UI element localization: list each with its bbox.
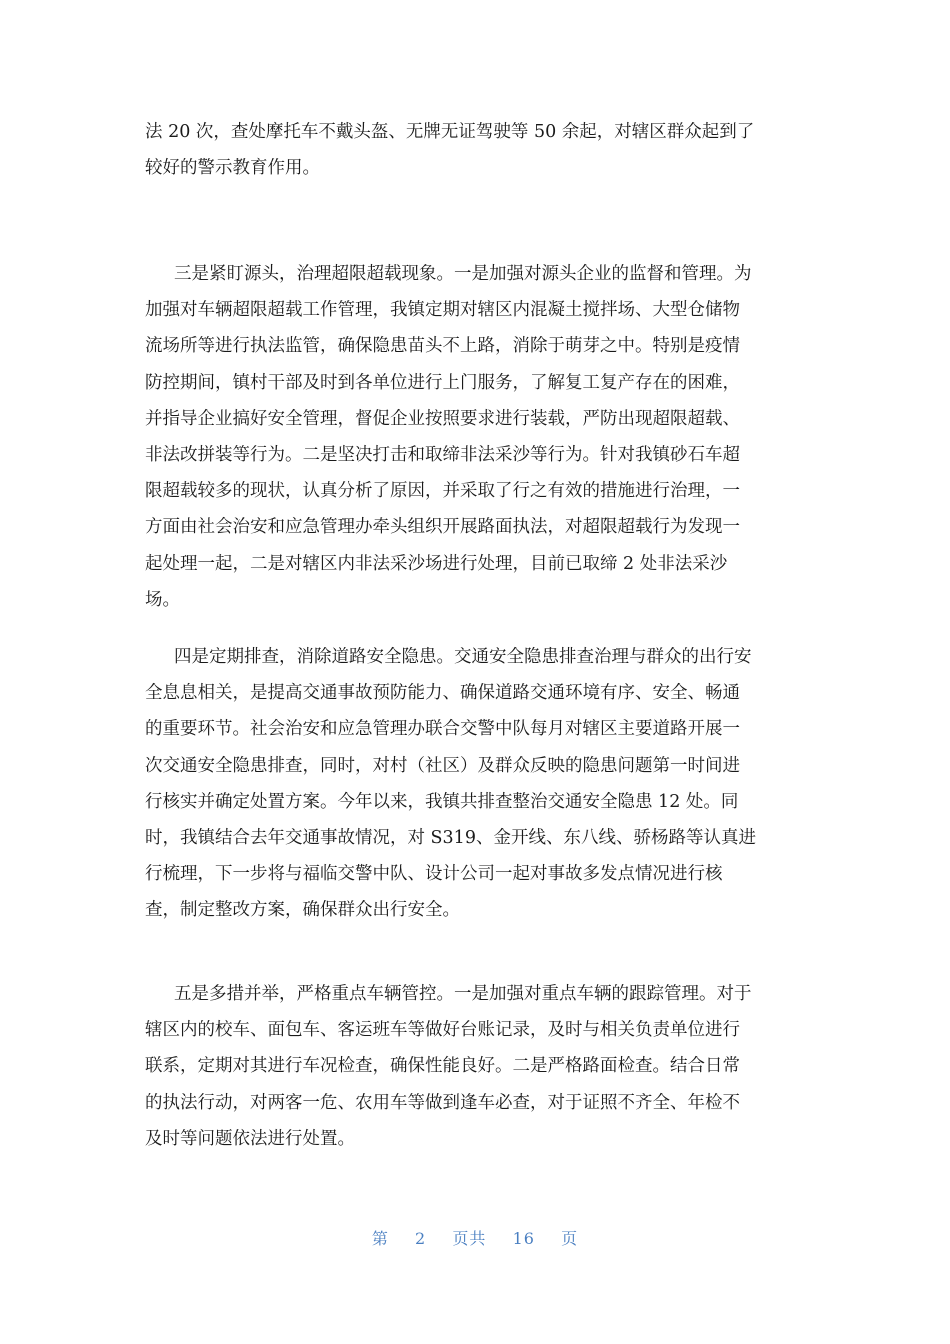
text-line: 防控期间，镇村干部及时到各单位进行上门服务，了解复工复产存在的困难，: [145, 372, 740, 393]
text-line: 行梳理，下一步将与福临交警中队、设计公司一起对事故多发点情况进行核: [145, 864, 723, 885]
text-line: 辖区内的校车、面包车、客运班车等做好台账记录，及时与相关负责单位进行: [145, 1020, 740, 1041]
text-line: 三是紧盯源头，治理超限超载现象。一是加强对源头企业的监督和管理。为: [174, 264, 752, 284]
text-line: 流场所等进行执法监管，确保隐患苗头不上路，消除于萌芽之中。特别是疫情: [145, 336, 740, 357]
text-line: 非法改拼装等行为。二是坚决打击和取缔非法采沙等行为。针对我镇砂石车超: [145, 445, 740, 465]
text-line: 时，我镇结合去年交通事故情况，对 S319、金开线、东八线、骄杨路等认真进: [145, 828, 756, 848]
text-line: 的执法行动，对两客一危、农用车等做到逢车必查，对于证照不齐全、年检不: [145, 1092, 740, 1113]
text-line: 及时等问题依法进行处置。: [145, 1128, 355, 1149]
text-line: 场。: [145, 589, 180, 610]
text-line: 联系，定期对其进行车况检查，确保性能良好。二是严格路面检查。结合日常: [145, 1056, 740, 1077]
footer-prefix: 第: [371, 1229, 389, 1248]
text-line: 加强对车辆超限超载工作管理，我镇定期对辖区内混凝土搅拌场、大型仓储物: [145, 300, 740, 321]
current-page-number: 2: [415, 1229, 427, 1248]
total-pages-number: 16: [512, 1229, 535, 1248]
text-line: 并指导企业搞好安全管理，督促企业按照要求进行装载，严防出现超限超载、: [145, 408, 740, 429]
text-line: 较好的警示教育作用。: [145, 158, 320, 179]
text-line: 行核实并确定处置方案。今年以来，我镇共排查整治交通安全隐患 12 处。同: [145, 791, 739, 812]
text-line: 全息息相关，是提高交通事故预防能力、确保道路交通环境有序、安全、畅通: [145, 683, 740, 704]
text-line: 次交通安全隐患排查，同时，对村（社区）及群众反映的隐患问题第一时间进: [145, 755, 740, 776]
text-line: 方面由社会治安和应急管理办牵头组织开展路面执法，对超限超载行为发现一: [145, 517, 740, 538]
text-line: 四是定期排查，消除道路安全隐患。交通安全隐患排查治理与群众的出行安: [174, 647, 752, 667]
footer-suffix: 页: [561, 1229, 579, 1248]
text-line: 限超载较多的现状，认真分析了原因，并采取了行之有效的措施进行治理，一: [145, 481, 740, 502]
text-line: 法 20 次，查处摩托车不戴头盔、无牌无证驾驶等 50 余起，对辖区群众起到了: [145, 122, 755, 142]
text-line: 的重要环节。社会治安和应急管理办联合交警中队每月对辖区主要道路开展一: [145, 719, 740, 740]
text-line: 五是多措并举，严格重点车辆管控。一是加强对重点车辆的跟踪管理。对于: [174, 984, 752, 1004]
text-line: 起处理一起，二是对辖区内非法采沙场进行处理，目前已取缔 2 处非法采沙: [145, 553, 728, 574]
footer-middle: 页共: [452, 1229, 487, 1248]
text-line: 查，制定整改方案，确保群众出行安全。: [145, 900, 460, 921]
page-footer: [0, 1226, 950, 1249]
